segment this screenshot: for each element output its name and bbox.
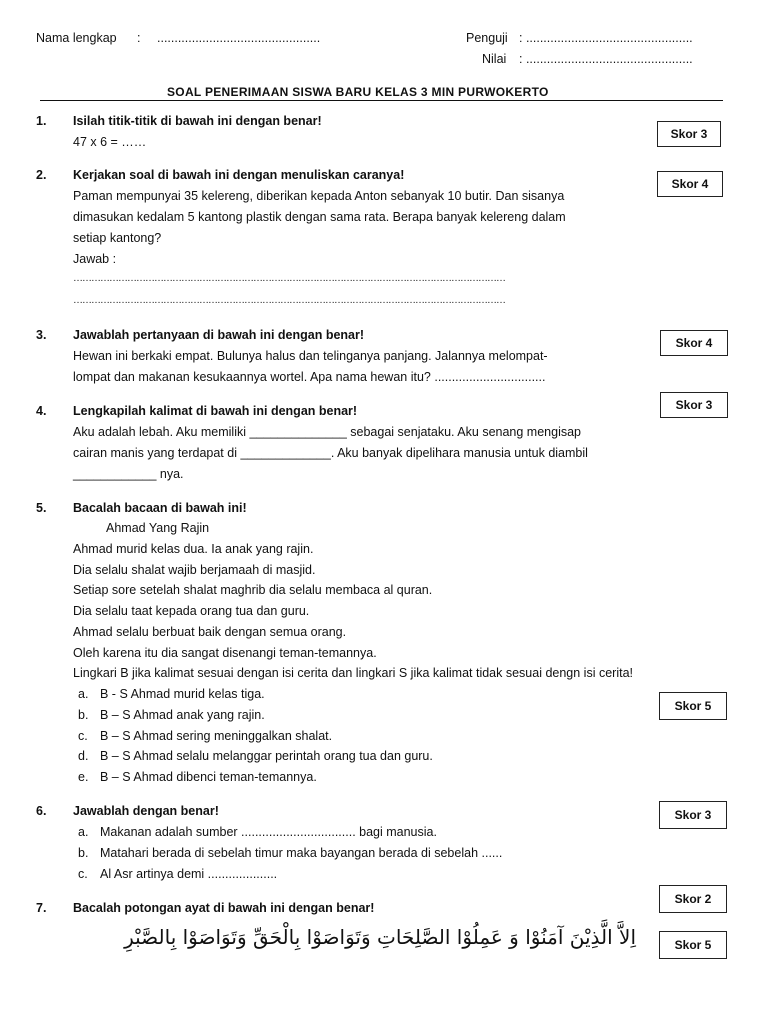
q1-number: 1. <box>36 114 47 128</box>
q5-score-box: Skor 5 <box>659 692 727 720</box>
q5-option-letter: a. <box>78 687 89 701</box>
page-title: SOAL PENERIMAAN SISWA BARU KELAS 3 MIN PURWOKERTO <box>167 85 549 99</box>
q5-number: 5. <box>36 501 47 515</box>
q6-option-text[interactable]: Matahari berada di sebelah timur maka bayangan berada di sebelah ...... <box>100 846 503 860</box>
nama-lengkap-field[interactable]: ............................................... <box>157 31 321 45</box>
q3-line-1: Hewan ini berkaki empat. Bulunya halus dan telinganya panjang. Jalannya melompat- <box>73 349 548 363</box>
q2-line-2: dimasukan kedalam 5 kantong plastik dengan sama rata. Berapa banyak kelereng dalam <box>73 210 566 224</box>
title-divider <box>40 100 723 101</box>
q6-option-letter: a. <box>78 825 89 839</box>
penguji-field[interactable]: : ................................................ <box>519 31 693 45</box>
q5-story-line: Dia selalu shalat wajib berjamaah di masjid. <box>73 563 316 577</box>
q4-line-1: Aku adalah lebah. Aku memiliki ______________ sebagai senjataku. Aku senang mengisap <box>73 425 582 439</box>
q5-instruction: Bacalah bacaan di bawah ini! <box>73 501 247 515</box>
q2-line-3: setiap kantong? <box>73 231 162 245</box>
q6-number: 6. <box>36 804 47 818</box>
q3-line-2: lompat dan makanan kesukaannya wortel. Apa nama hewan itu? ................................ <box>73 370 546 384</box>
q7-score-box: Skor 5 <box>659 931 727 959</box>
q2-line-1: Paman mempunyai 35 kelereng, diberikan kepada Anton sebanyak 10 butir. Dan sisanya <box>73 189 565 203</box>
q4-line-2: cairan manis yang terdapat di _____________. Aku banyak dipelihara manusia untuk diambil <box>73 446 588 460</box>
nilai-field[interactable]: : ................................................ <box>519 52 693 66</box>
nilai-label: Nilai <box>482 52 507 66</box>
q5-option-letter: e. <box>78 770 89 784</box>
q3-score-box: Skor 4 <box>660 330 728 356</box>
q1-instruction: Isilah titik-titik di bawah ini dengan benar! <box>73 114 322 128</box>
q5-option-letter: b. <box>78 708 89 722</box>
q5-option-letter: c. <box>78 729 88 743</box>
q5-option-text[interactable]: B - S Ahmad murid kelas tiga. <box>100 687 265 701</box>
q4-line-3: ____________ nya. <box>73 467 184 481</box>
q5-task: Lingkari B jika kalimat sesuai dengan isi cerita dan lingkari S jika kalimat tidak sesuai dengn isi cerita! <box>73 666 633 680</box>
q5-story-line: Setiap sore setelah shalat maghrib dia selalu membaca al quran. <box>73 583 433 597</box>
q5-story-line: Ahmad selalu berbuat baik dengan semua orang. <box>73 625 347 639</box>
q4-number: 4. <box>36 404 47 418</box>
q2-answer-line-2[interactable]: ……………………………………………………………………………………………………………………………… <box>73 295 505 306</box>
q5-option-letter: d. <box>78 749 89 763</box>
q7-instruction: Bacalah potongan ayat di bawah ini dengan benar! <box>73 901 375 915</box>
q1-question: 47 x 6 = …… <box>73 135 147 149</box>
q3-instruction: Jawablah pertanyaan di bawah ini dengan benar! <box>73 328 365 342</box>
q2-instruction: Kerjakan soal di bawah ini dengan menuliskan caranya! <box>73 168 405 182</box>
q5-story-title: Ahmad Yang Rajin <box>106 521 210 535</box>
q5-option-text[interactable]: B – S Ahmad dibenci teman-temannya. <box>100 770 317 784</box>
q4-instruction: Lengkapilah kalimat di bawah ini dengan benar! <box>73 404 358 418</box>
q6-instruction: Jawablah dengan benar! <box>73 804 219 818</box>
penguji-label: Penguji <box>466 31 508 45</box>
q6-option-letter: b. <box>78 846 89 860</box>
q6-option-letter: c. <box>78 867 88 881</box>
q5-story-line: Dia selalu taat kepada orang tua dan guru. <box>73 604 310 618</box>
nama-lengkap-label: Nama lengkap <box>36 31 117 45</box>
q7-number: 7. <box>36 901 47 915</box>
q5-option-text[interactable]: B – S Ahmad anak yang rajin. <box>100 708 265 722</box>
q7-score-box-upper: Skor 2 <box>659 885 727 913</box>
q5-story-line: Oleh karena itu dia sangat disenangi teman-temannya. <box>73 646 377 660</box>
nama-lengkap-colon: : <box>137 31 141 45</box>
q7-arabic-verse: اِلاَّ الَّذِيْنَ آمَنُوْا وَ عَمِلُوْا الصَّلِحَاتِ وَتَوَاصَوْا بِالْحَقِّ وَتَوَاصَوْا بِالصَّبْرِ <box>124 925 636 949</box>
q6-option-text[interactable]: Makanan adalah sumber ................................. bagi manusia. <box>100 825 437 839</box>
q2-number: 2. <box>36 168 47 182</box>
q6-option-text[interactable]: Al Asr artinya demi .................... <box>100 867 278 881</box>
q3-number: 3. <box>36 328 47 342</box>
q5-option-text[interactable]: B – S Ahmad sering meninggalkan shalat. <box>100 729 333 743</box>
q5-story-line: Ahmad murid kelas dua. Ia anak yang rajin. <box>73 542 314 556</box>
q5-option-text[interactable]: B – S Ahmad selalu melanggar perintah orang tua dan guru. <box>100 749 433 763</box>
q1-score-box: Skor 3 <box>657 121 721 147</box>
q2-answer-line-1[interactable]: ……………………………………………………………………………………………………………………………… <box>73 273 505 284</box>
q4-score-box: Skor 3 <box>660 392 728 418</box>
q2-score-box: Skor 4 <box>657 171 723 197</box>
q6-score-box: Skor 3 <box>659 801 727 829</box>
q2-answer-label: Jawab : <box>73 252 117 266</box>
